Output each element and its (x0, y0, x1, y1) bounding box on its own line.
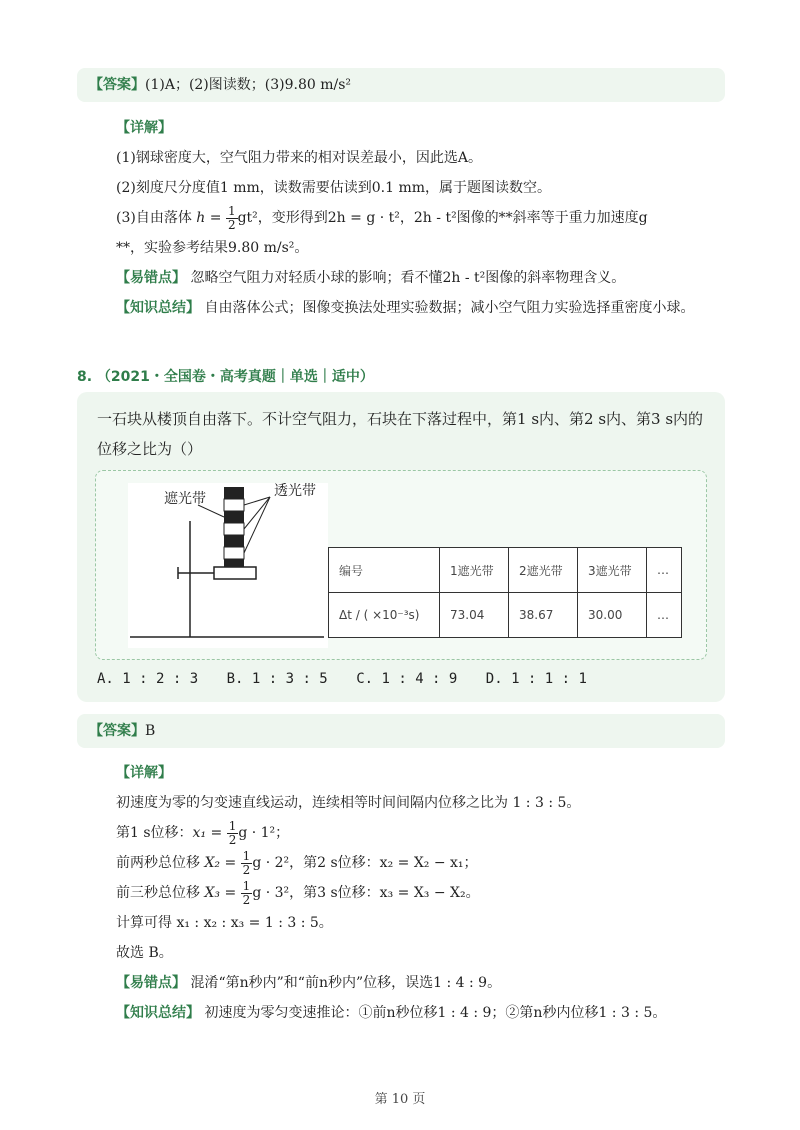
summary-text: 自由落体公式；图像变换法处理实验数据；减小空气阻力实验选择重密度小球。 (204, 300, 695, 316)
question-header: 8. （2021・全国卷・高考真题｜单选｜适中） (77, 369, 374, 385)
option-c[interactable]: C. 1 : 4 : 9 (356, 671, 458, 687)
text-fragment: (3)自由落体 (116, 210, 197, 226)
text-fragment: g · 2²，第2 s位移：x₂ = X₂ − x₁； (252, 855, 478, 871)
table-header-cell: 1遮光带 (440, 548, 509, 593)
question-stem: 一石块从楼顶自由落下。不计空气阻力，石块在下落过程中，第1 s内、第2 s内、第3 s内的位移之比为（） (97, 410, 704, 458)
answer-text: (1)A；(2)图读数；(3)9.80 m/s² (145, 77, 352, 93)
text-fragment: g · 1²； (238, 825, 290, 841)
mistake-text: 忽略空气阻力对轻质小球的影响；看不懂2h - t²图像的斜率物理含义。 (190, 270, 626, 286)
option-d[interactable]: D. 1 : 1 : 1 (485, 671, 587, 687)
mistake-text: 混淆“第n秒内”和“前n秒内”位移，误选1 : 4 : 9。 (190, 975, 502, 991)
table-cell: 30.00 (578, 593, 647, 638)
apparatus-svg (128, 483, 328, 648)
explanation-7 (116, 113, 726, 323)
text-fragment: gt²，变形得到2h = g · t²，2h - t²图像的**斜率等于重力加速度g (237, 210, 648, 226)
math-fragment: h = (196, 210, 226, 226)
fraction (226, 205, 238, 232)
mistake-tag: 【易错点】 (116, 975, 186, 991)
math-fragment: x₁ = (192, 825, 227, 841)
fraction-numerator: 1 (242, 848, 251, 863)
explanation-line: (2)刻度尺分度值1 mm，读数需要估读到0.1 mm，属于题图读数空。 (116, 180, 552, 196)
option-a[interactable]: A. 1 : 2 : 3 (97, 671, 199, 687)
answer-label: 【答案】 (89, 723, 145, 739)
summary-line (116, 293, 726, 323)
fraction-numerator: 1 (227, 203, 236, 218)
text-fragment: 前两秒总位移 (116, 855, 205, 871)
explanation-line-formula (116, 818, 726, 848)
text-fragment: 前三秒总位移 (116, 885, 205, 901)
table-cell: 38.67 (509, 593, 578, 638)
table-header-cell: 3遮光带 (578, 548, 647, 593)
option-b[interactable]: B. 1 : 3 : 5 (226, 671, 328, 687)
answer-box-8 (77, 714, 725, 748)
explanation-line: **，实验参考结果9.80 m/s²。 (116, 240, 309, 256)
text-fragment: g · 3²，第3 s位移：x₃ = X₃ − X₂。 (252, 885, 480, 901)
mistake-tag: 【易错点】 (116, 270, 186, 286)
summary-line (116, 998, 726, 1028)
table-header-row (329, 548, 682, 593)
answer-label: 【答案】 (89, 77, 145, 93)
fraction-denominator: 2 (227, 217, 236, 232)
page-footer: 第 10 页 (374, 1092, 426, 1107)
shading-band-label: 遮光带 (164, 491, 206, 507)
fraction-numerator: 1 (242, 878, 251, 893)
explanation-8 (116, 758, 726, 1028)
table-header-cell: 2遮光带 (509, 548, 578, 593)
explanation-line: 初速度为零的匀变速直线运动，连续相等时间间隔内位移之比为 1 : 3 : 5。 (116, 795, 581, 811)
figure-box (95, 470, 707, 660)
table-cell: 73.04 (440, 593, 509, 638)
table-row (329, 593, 682, 638)
explanation-title: 【详解】 (116, 120, 172, 136)
explanation-line-formula (116, 203, 726, 233)
data-table (328, 547, 682, 638)
options-row (97, 666, 607, 692)
mistake-line (116, 968, 726, 998)
summary-tag: 【知识总结】 (116, 1005, 200, 1021)
fraction-denominator: 2 (228, 832, 237, 847)
summary-text: 初速度为零匀变速推论：①前n秒位移1 : 4 : 9；②第n秒内位移1 : 3 : 5。 (204, 1005, 667, 1021)
explanation-line: 故选 B。 (116, 945, 173, 961)
summary-tag: 【知识总结】 (116, 300, 200, 316)
light-band-label: 透光带 (274, 483, 316, 499)
fraction (227, 820, 239, 847)
math-fragment: X₃ = (204, 885, 241, 901)
fraction-numerator: 1 (228, 818, 237, 833)
text-fragment: 第1 s位移： (116, 825, 193, 841)
answer-box-7 (77, 68, 725, 102)
question-box (77, 392, 725, 702)
explanation-line: (1)钢球密度大，空气阻力带来的相对误差最小，因此选A。 (116, 150, 482, 166)
table-header-cell: 编号 (329, 548, 440, 593)
math-fragment: X₂ = (204, 855, 241, 871)
fraction (241, 880, 253, 907)
explanation-line-formula (116, 848, 726, 878)
explanation-title: 【详解】 (116, 765, 172, 781)
apparatus-diagram (128, 483, 328, 648)
fraction-denominator: 2 (242, 892, 251, 907)
fraction (241, 850, 253, 877)
explanation-line-formula (116, 878, 726, 908)
table-header-cell: … (647, 548, 682, 593)
mistake-line (116, 263, 726, 293)
explanation-line: 计算可得 x₁ : x₂ : x₃ = 1 : 3 : 5。 (116, 915, 333, 931)
fraction-denominator: 2 (242, 862, 251, 877)
table-cell: … (647, 593, 682, 638)
answer-text: B (145, 723, 156, 739)
table-row-label: Δt / ( ×10⁻³s) (329, 593, 440, 638)
